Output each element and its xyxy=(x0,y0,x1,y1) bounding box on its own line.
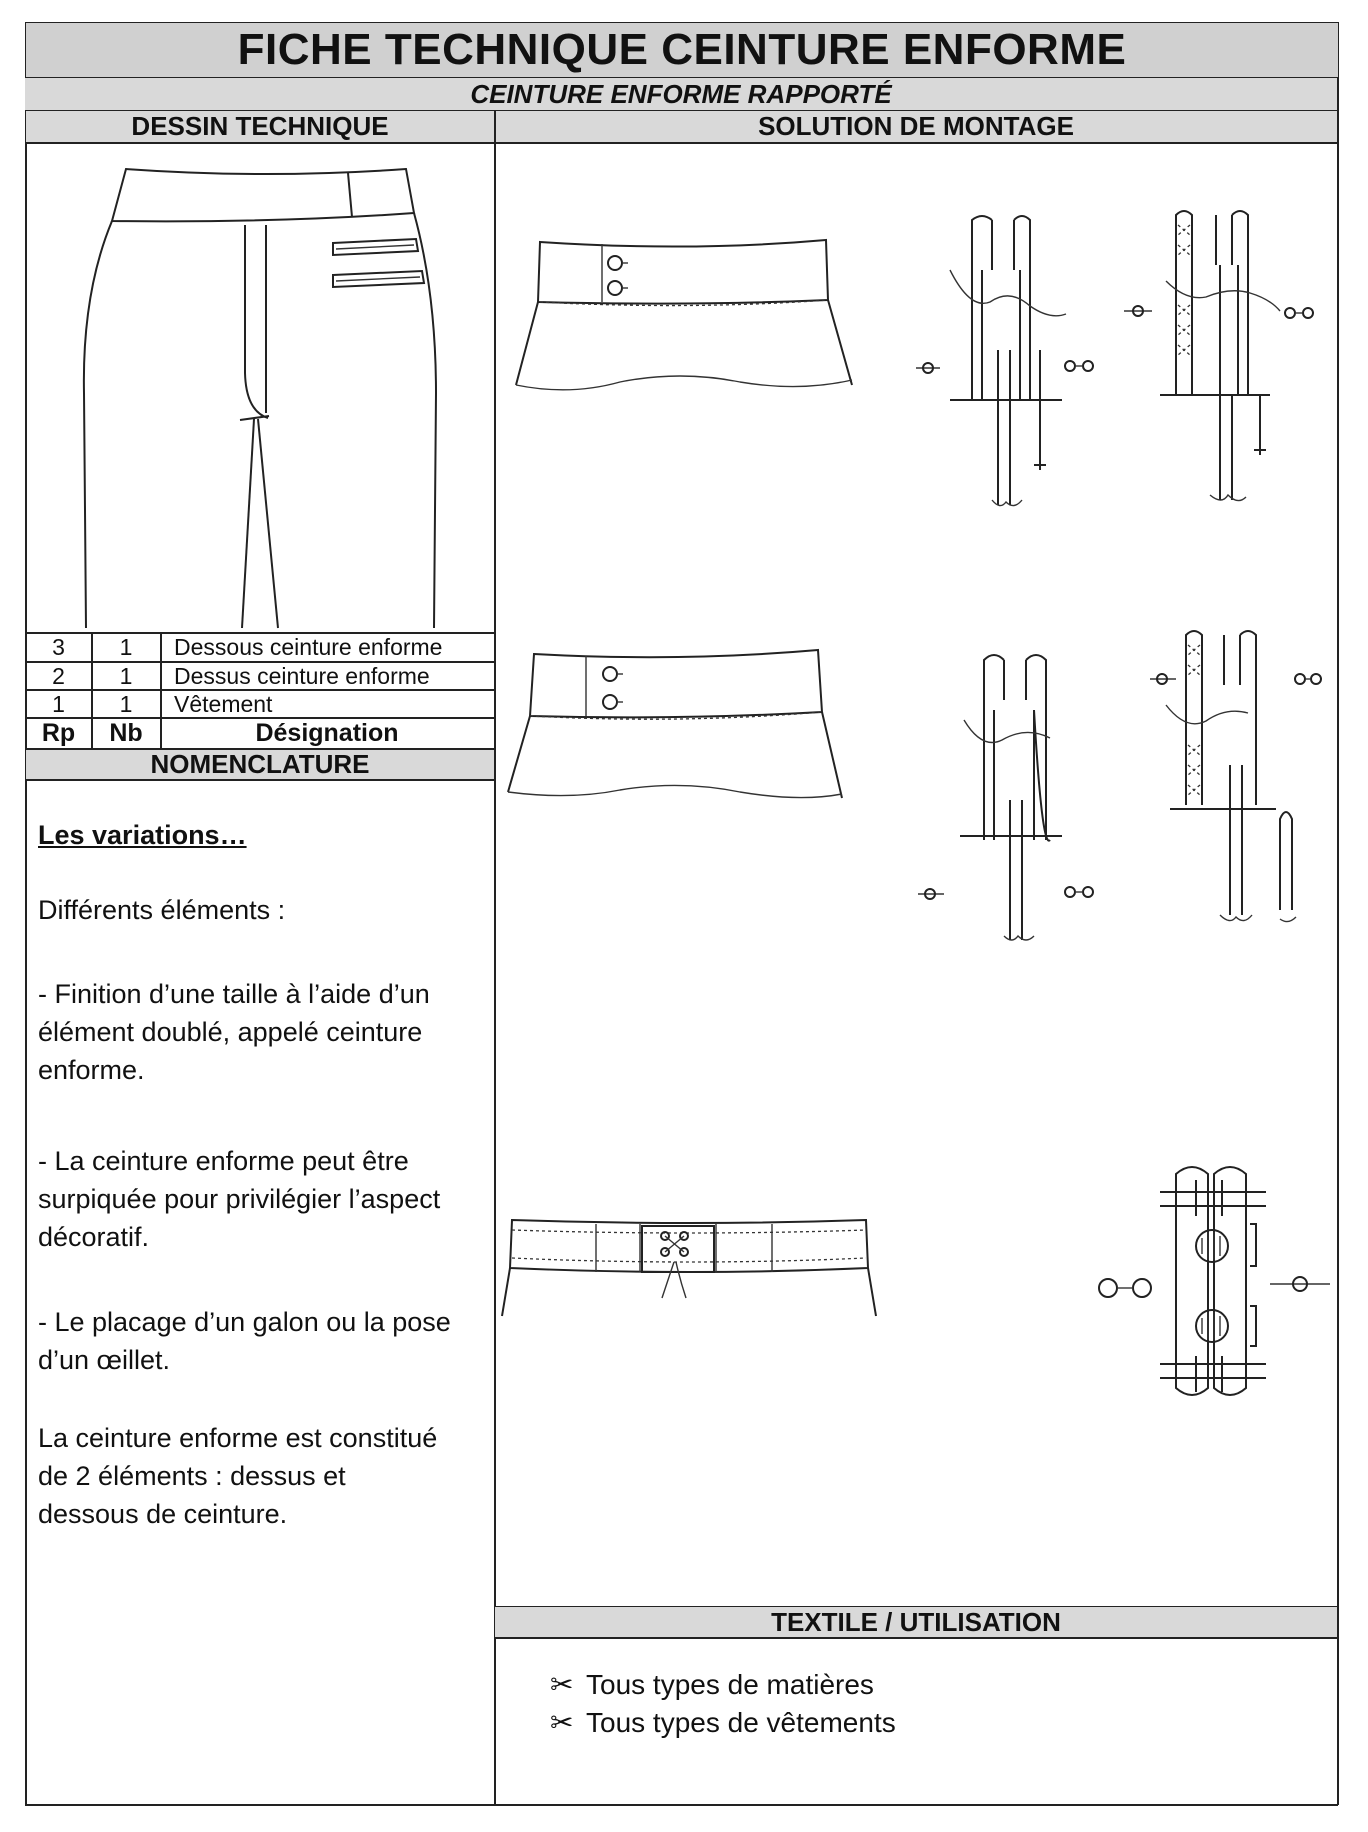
text-line: dessous de ceinture. xyxy=(38,1499,288,1529)
textile-item xyxy=(550,1666,874,1704)
divider xyxy=(494,1637,1338,1639)
text-line: - Le placage d’un galon ou la pose xyxy=(38,1307,451,1337)
column-divider xyxy=(494,110,496,1805)
table-cell-nb: 1 xyxy=(119,663,133,689)
variations-paragraph-3 xyxy=(38,1303,488,1379)
variations-heading: Les variations… xyxy=(38,820,247,850)
eyelet-detail-drawing xyxy=(1090,1160,1340,1420)
table-cell-designation: Dessus ceinture enforme xyxy=(174,663,430,689)
table-cell-designation: Dessous ceinture enforme xyxy=(174,634,443,660)
text-line: La ceinture enforme est constitué xyxy=(38,1423,438,1453)
table-header-designation: Désignation xyxy=(255,719,399,747)
textile-item-label: Tous types de vêtements xyxy=(586,1707,896,1738)
text-line: - La ceinture enforme peut être xyxy=(38,1146,409,1176)
textile-item-label: Tous types de matières xyxy=(586,1669,874,1700)
variations-paragraph-2 xyxy=(38,1142,488,1256)
table-cell-nb: 1 xyxy=(119,634,133,660)
assembly-cross-section-3 xyxy=(910,640,1090,960)
text-line: décoratif. xyxy=(38,1222,150,1252)
table-cell-rp: 3 xyxy=(52,634,65,660)
text-line: - Finition d’une taille à l’aide d’un xyxy=(38,979,430,1009)
text-line: de 2 éléments : dessus et xyxy=(38,1461,346,1491)
variations-paragraph-1 xyxy=(38,975,488,1089)
text-line: enforme. xyxy=(38,1055,145,1085)
table-header-nb: Nb xyxy=(109,719,143,747)
header-textile-utilisation: TEXTILE / UTILISATION xyxy=(495,1607,1337,1637)
variations-paragraph-4 xyxy=(38,1419,488,1533)
text-line: d’un œillet. xyxy=(38,1345,171,1375)
waistband-sketch-2 xyxy=(500,650,860,820)
waistband-sketch-3 xyxy=(500,1210,890,1360)
frame-bottom-border xyxy=(25,1804,1338,1806)
scissors-icon: ✂ xyxy=(550,1707,574,1738)
table-cell-rp: 1 xyxy=(52,691,65,717)
trousers-technical-drawing xyxy=(26,143,494,633)
table-header-rp: Rp xyxy=(41,719,76,747)
assembly-cross-section-2 xyxy=(1130,205,1340,525)
variations-intro: Différents éléments : xyxy=(38,895,286,925)
header-dessin-technique: DESSIN TECHNIQUE xyxy=(26,111,494,142)
table-cell-nb: 1 xyxy=(119,691,133,717)
page-title: FICHE TECHNIQUE CEINTURE ENFORME xyxy=(25,22,1339,78)
assembly-cross-section-1 xyxy=(910,210,1090,530)
text-line: élément doublé, appelé ceinture xyxy=(38,1017,423,1047)
table-cell-designation: Vêtement xyxy=(174,691,273,717)
text-line: surpiquée pour privilégier l’aspect xyxy=(38,1184,441,1214)
header-solution-montage: SOLUTION DE MONTAGE xyxy=(495,111,1337,142)
textile-item xyxy=(550,1704,896,1742)
header-nomenclature: NOMENCLATURE xyxy=(26,750,494,779)
assembly-cross-section-4 xyxy=(1130,625,1340,945)
scissors-icon: ✂ xyxy=(550,1669,574,1700)
waistband-sketch-1 xyxy=(510,230,860,400)
divider xyxy=(25,779,495,781)
table-cell-rp: 2 xyxy=(52,663,65,689)
subtitle: CEINTURE ENFORME RAPPORTÉ xyxy=(25,78,1337,110)
